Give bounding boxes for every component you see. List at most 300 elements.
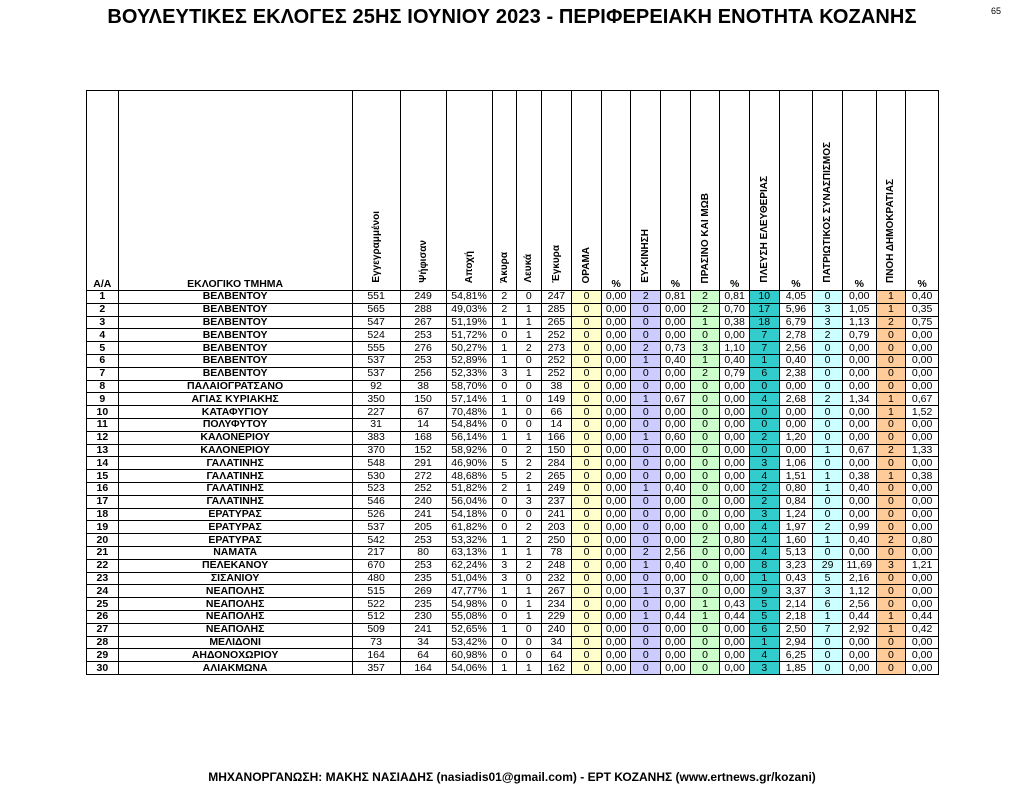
- row-eykinisi-votes: 0: [631, 495, 661, 508]
- row-pnoi-votes: 0: [876, 431, 906, 444]
- row-registered: 31: [352, 418, 400, 431]
- col-voted: [400, 91, 446, 291]
- row-prasino-pct: 0,00: [720, 585, 750, 598]
- row-pnoi-votes: 0: [876, 457, 906, 470]
- row-patriotikos-votes: 1: [813, 470, 843, 483]
- col-invalid: [492, 91, 517, 291]
- row-orama-votes: 0: [572, 431, 602, 444]
- table-row: [87, 649, 939, 662]
- row-pnoi-votes: 0: [876, 482, 906, 495]
- row-pnoi-pct: 0,00: [906, 662, 939, 675]
- row-orama-pct: 0,00: [601, 444, 631, 457]
- row-pleusi-votes: 6: [749, 623, 779, 636]
- row-section: ΠΑΛΑΙΟΓΡΑΤΣΑΝΟ: [118, 380, 352, 393]
- row-voted: 34: [400, 636, 446, 649]
- row-patriotikos-pct: 0,00: [842, 380, 876, 393]
- row-blank: 1: [517, 482, 542, 495]
- row-registered: 555: [352, 342, 400, 355]
- row-orama-votes: 0: [572, 610, 602, 623]
- row-eykinisi-pct: 0,00: [661, 623, 691, 636]
- row-aa: 20: [87, 534, 119, 547]
- row-pleusi-votes: 0: [749, 380, 779, 393]
- row-pnoi-pct: 0,00: [906, 649, 939, 662]
- row-valid: 267: [541, 585, 572, 598]
- row-section: ΝΕΑΠΟΛΗΣ: [118, 623, 352, 636]
- col-registered-label: Εγγεγραμμένοι: [370, 211, 382, 283]
- col-aa: Α/Α: [87, 91, 119, 291]
- row-section: ΕΡΑΤΥΡΑΣ: [118, 521, 352, 534]
- row-pleusi-votes: 4: [749, 649, 779, 662]
- row-abstention: 53,32%: [446, 534, 492, 547]
- row-registered: 530: [352, 470, 400, 483]
- row-prasino-votes: 0: [690, 418, 720, 431]
- row-pnoi-votes: 0: [876, 354, 906, 367]
- row-voted: 253: [400, 354, 446, 367]
- col-pct-patriotikos: %: [842, 91, 876, 291]
- row-eykinisi-pct: 0,60: [661, 431, 691, 444]
- row-pnoi-votes: 0: [876, 649, 906, 662]
- row-prasino-votes: 0: [690, 329, 720, 342]
- row-prasino-pct: 0,00: [720, 623, 750, 636]
- row-registered: 480: [352, 572, 400, 585]
- row-orama-pct: 0,00: [601, 559, 631, 572]
- row-eykinisi-pct: 0,00: [661, 316, 691, 329]
- row-voted: 240: [400, 495, 446, 508]
- row-voted: 249: [400, 291, 446, 304]
- row-aa: 17: [87, 495, 119, 508]
- row-section: ΝΕΑΠΟΛΗΣ: [118, 610, 352, 623]
- row-registered: 217: [352, 546, 400, 559]
- table-row: [87, 444, 939, 457]
- row-pnoi-pct: 0,00: [906, 431, 939, 444]
- row-voted: 164: [400, 662, 446, 675]
- row-blank: 1: [517, 585, 542, 598]
- row-blank: 0: [517, 636, 542, 649]
- row-eykinisi-pct: 0,00: [661, 495, 691, 508]
- row-patriotikos-votes: 0: [813, 406, 843, 419]
- row-pleusi-votes: 3: [749, 662, 779, 675]
- row-abstention: 61,82%: [446, 521, 492, 534]
- row-blank: 2: [517, 457, 542, 470]
- row-orama-votes: 0: [572, 572, 602, 585]
- row-registered: 350: [352, 393, 400, 406]
- row-orama-votes: 0: [572, 521, 602, 534]
- row-orama-votes: 0: [572, 662, 602, 675]
- row-pleusi-votes: 9: [749, 585, 779, 598]
- row-orama-pct: 0,00: [601, 329, 631, 342]
- row-pnoi-pct: 0,00: [906, 636, 939, 649]
- col-pct-pnoi: %: [906, 91, 939, 291]
- table-row: [87, 367, 939, 380]
- col-party-prasino: [690, 91, 720, 291]
- row-voted: 288: [400, 303, 446, 316]
- table-row: [87, 329, 939, 342]
- row-prasino-votes: 2: [690, 534, 720, 547]
- row-invalid: 0: [492, 636, 517, 649]
- row-pleusi-votes: 1: [749, 572, 779, 585]
- row-pleusi-pct: 0,00: [779, 444, 813, 457]
- row-registered: 383: [352, 431, 400, 444]
- row-eykinisi-votes: 0: [631, 623, 661, 636]
- row-eykinisi-votes: 0: [631, 457, 661, 470]
- row-eykinisi-votes: 1: [631, 559, 661, 572]
- row-abstention: 54,18%: [446, 508, 492, 521]
- row-patriotikos-pct: 2,16: [842, 572, 876, 585]
- row-abstention: 54,98%: [446, 598, 492, 611]
- row-prasino-pct: 0,00: [720, 572, 750, 585]
- row-pnoi-pct: 0,00: [906, 508, 939, 521]
- table-row: [87, 521, 939, 534]
- row-voted: 291: [400, 457, 446, 470]
- row-pleusi-pct: 0,80: [779, 482, 813, 495]
- row-orama-pct: 0,00: [601, 495, 631, 508]
- row-blank: 0: [517, 406, 542, 419]
- row-orama-votes: 0: [572, 585, 602, 598]
- row-eykinisi-pct: 0,44: [661, 610, 691, 623]
- row-valid: 252: [541, 367, 572, 380]
- row-orama-pct: 0,00: [601, 649, 631, 662]
- row-orama-pct: 0,00: [601, 508, 631, 521]
- row-abstention: 54,06%: [446, 662, 492, 675]
- row-patriotikos-votes: 0: [813, 380, 843, 393]
- row-invalid: 1: [492, 406, 517, 419]
- row-prasino-votes: 0: [690, 457, 720, 470]
- row-patriotikos-pct: 0,00: [842, 662, 876, 675]
- row-patriotikos-pct: 0,00: [842, 431, 876, 444]
- row-aa: 9: [87, 393, 119, 406]
- row-abstention: 52,65%: [446, 623, 492, 636]
- row-valid: 162: [541, 662, 572, 675]
- header-row: [87, 91, 939, 291]
- row-orama-pct: 0,00: [601, 418, 631, 431]
- row-pnoi-votes: 2: [876, 534, 906, 547]
- row-valid: 203: [541, 521, 572, 534]
- row-eykinisi-pct: 0,00: [661, 508, 691, 521]
- row-pnoi-votes: 0: [876, 367, 906, 380]
- row-patriotikos-votes: 0: [813, 342, 843, 355]
- row-patriotikos-votes: 0: [813, 649, 843, 662]
- row-valid: 150: [541, 444, 572, 457]
- row-blank: 2: [517, 342, 542, 355]
- row-pnoi-pct: 0,67: [906, 393, 939, 406]
- row-invalid: 1: [492, 342, 517, 355]
- row-invalid: 0: [492, 444, 517, 457]
- row-registered: 537: [352, 521, 400, 534]
- row-abstention: 51,04%: [446, 572, 492, 585]
- row-orama-pct: 0,00: [601, 470, 631, 483]
- row-prasino-pct: 0,00: [720, 508, 750, 521]
- row-eykinisi-votes: 0: [631, 444, 661, 457]
- row-patriotikos-pct: 0,00: [842, 291, 876, 304]
- row-eykinisi-pct: 0,00: [661, 444, 691, 457]
- row-voted: 150: [400, 393, 446, 406]
- row-registered: 164: [352, 649, 400, 662]
- row-valid: 66: [541, 406, 572, 419]
- table-row: [87, 316, 939, 329]
- row-prasino-pct: 0,00: [720, 546, 750, 559]
- row-pleusi-pct: 1,51: [779, 470, 813, 483]
- row-section: ΓΑΛΑΤΙΝΗΣ: [118, 482, 352, 495]
- row-invalid: 5: [492, 457, 517, 470]
- row-abstention: 57,14%: [446, 393, 492, 406]
- row-eykinisi-votes: 2: [631, 342, 661, 355]
- row-aa: 30: [87, 662, 119, 675]
- row-section: ΓΑΛΑΤΙΝΗΣ: [118, 457, 352, 470]
- row-prasino-pct: 0,00: [720, 482, 750, 495]
- row-pleusi-pct: 0,43: [779, 572, 813, 585]
- table-row: [87, 585, 939, 598]
- row-pleusi-pct: 0,00: [779, 380, 813, 393]
- table-row: [87, 342, 939, 355]
- row-valid: 149: [541, 393, 572, 406]
- row-aa: 15: [87, 470, 119, 483]
- row-patriotikos-pct: 1,12: [842, 585, 876, 598]
- row-abstention: 56,04%: [446, 495, 492, 508]
- row-aa: 28: [87, 636, 119, 649]
- table-row: [87, 482, 939, 495]
- row-prasino-votes: 0: [690, 521, 720, 534]
- table-row: [87, 457, 939, 470]
- row-abstention: 51,72%: [446, 329, 492, 342]
- row-registered: 357: [352, 662, 400, 675]
- row-pnoi-votes: 1: [876, 393, 906, 406]
- row-eykinisi-votes: 0: [631, 598, 661, 611]
- row-pleusi-votes: 17: [749, 303, 779, 316]
- row-registered: 537: [352, 354, 400, 367]
- row-pleusi-pct: 0,84: [779, 495, 813, 508]
- table-row: [87, 662, 939, 675]
- row-voted: 205: [400, 521, 446, 534]
- row-orama-votes: 0: [572, 329, 602, 342]
- row-pleusi-pct: 1,24: [779, 508, 813, 521]
- row-blank: 1: [517, 329, 542, 342]
- row-aa: 18: [87, 508, 119, 521]
- row-registered: 515: [352, 585, 400, 598]
- row-prasino-votes: 0: [690, 662, 720, 675]
- row-registered: 524: [352, 329, 400, 342]
- row-aa: 3: [87, 316, 119, 329]
- row-patriotikos-pct: 0,00: [842, 342, 876, 355]
- row-pleusi-pct: 2,50: [779, 623, 813, 636]
- row-pnoi-pct: 0,00: [906, 418, 939, 431]
- row-pnoi-votes: 2: [876, 444, 906, 457]
- row-pleusi-pct: 2,14: [779, 598, 813, 611]
- row-invalid: 1: [492, 585, 517, 598]
- row-invalid: 1: [492, 431, 517, 444]
- row-orama-pct: 0,00: [601, 316, 631, 329]
- row-orama-votes: 0: [572, 380, 602, 393]
- row-eykinisi-pct: 0,00: [661, 662, 691, 675]
- row-prasino-pct: 0,00: [720, 406, 750, 419]
- party-name-prasino: ΠΡΑΣΙΝΟ ΚΑΙ ΜΩΒ: [699, 192, 711, 283]
- row-invalid: 0: [492, 418, 517, 431]
- row-pnoi-pct: 0,00: [906, 457, 939, 470]
- row-voted: 235: [400, 572, 446, 585]
- row-patriotikos-votes: 2: [813, 393, 843, 406]
- row-registered: 551: [352, 291, 400, 304]
- row-patriotikos-votes: 0: [813, 662, 843, 675]
- row-invalid: 0: [492, 329, 517, 342]
- row-patriotikos-votes: 0: [813, 367, 843, 380]
- row-eykinisi-pct: 0,00: [661, 534, 691, 547]
- row-aa: 1: [87, 291, 119, 304]
- row-pnoi-votes: 1: [876, 610, 906, 623]
- row-section: ΕΡΑΤΥΡΑΣ: [118, 534, 352, 547]
- row-eykinisi-votes: 1: [631, 393, 661, 406]
- row-orama-votes: 0: [572, 406, 602, 419]
- row-blank: 1: [517, 662, 542, 675]
- table-row: [87, 508, 939, 521]
- row-patriotikos-votes: 0: [813, 546, 843, 559]
- row-patriotikos-pct: 0,00: [842, 418, 876, 431]
- row-prasino-votes: 0: [690, 444, 720, 457]
- row-pleusi-pct: 1,85: [779, 662, 813, 675]
- row-section: ΒΕΛΒΕΝΤΟΥ: [118, 342, 352, 355]
- row-invalid: 0: [492, 598, 517, 611]
- row-pnoi-votes: 0: [876, 342, 906, 355]
- row-orama-pct: 0,00: [601, 342, 631, 355]
- row-blank: 2: [517, 559, 542, 572]
- row-prasino-votes: 0: [690, 572, 720, 585]
- row-section: ΚΑΛΟΝΕΡΙΟΥ: [118, 444, 352, 457]
- row-prasino-pct: 0,00: [720, 636, 750, 649]
- row-pleusi-pct: 0,00: [779, 418, 813, 431]
- row-blank: 0: [517, 508, 542, 521]
- row-aa: 29: [87, 649, 119, 662]
- row-patriotikos-votes: 2: [813, 329, 843, 342]
- row-pnoi-votes: 0: [876, 598, 906, 611]
- row-abstention: 51,82%: [446, 482, 492, 495]
- col-party-pleusi: [749, 91, 779, 291]
- row-patriotikos-votes: 6: [813, 598, 843, 611]
- row-prasino-votes: 0: [690, 482, 720, 495]
- row-prasino-pct: 0,00: [720, 393, 750, 406]
- row-registered: 523: [352, 482, 400, 495]
- col-blank: [517, 91, 542, 291]
- row-eykinisi-pct: 0,00: [661, 521, 691, 534]
- row-section: ΚΑΤΑΦΥΓΙΟΥ: [118, 406, 352, 419]
- row-eykinisi-votes: 0: [631, 649, 661, 662]
- row-blank: 2: [517, 470, 542, 483]
- row-prasino-pct: 0,00: [720, 329, 750, 342]
- row-pleusi-pct: 0,40: [779, 354, 813, 367]
- row-abstention: 54,81%: [446, 291, 492, 304]
- row-valid: 237: [541, 495, 572, 508]
- row-invalid: 1: [492, 546, 517, 559]
- row-eykinisi-pct: 0,00: [661, 367, 691, 380]
- row-pleusi-votes: 6: [749, 367, 779, 380]
- col-party-pnoi: [876, 91, 906, 291]
- row-eykinisi-votes: 2: [631, 546, 661, 559]
- row-blank: 2: [517, 521, 542, 534]
- row-section: ΜΕΛΙΔΟΝΙ: [118, 636, 352, 649]
- row-patriotikos-votes: 29: [813, 559, 843, 572]
- row-abstention: 49,03%: [446, 303, 492, 316]
- row-abstention: 60,98%: [446, 649, 492, 662]
- row-pleusi-votes: 0: [749, 444, 779, 457]
- row-orama-votes: 0: [572, 303, 602, 316]
- row-pnoi-votes: 0: [876, 380, 906, 393]
- row-pleusi-votes: 7: [749, 342, 779, 355]
- col-pct-prasino: %: [720, 91, 750, 291]
- row-blank: 3: [517, 495, 542, 508]
- row-orama-pct: 0,00: [601, 380, 631, 393]
- row-abstention: 53,42%: [446, 636, 492, 649]
- row-prasino-pct: 0,00: [720, 380, 750, 393]
- row-patriotikos-votes: 0: [813, 495, 843, 508]
- row-patriotikos-pct: 0,00: [842, 546, 876, 559]
- row-pleusi-votes: 1: [749, 354, 779, 367]
- row-valid: 38: [541, 380, 572, 393]
- row-pnoi-pct: 0,00: [906, 482, 939, 495]
- row-aa: 2: [87, 303, 119, 316]
- col-party-patriotikos: [813, 91, 843, 291]
- row-abstention: 46,90%: [446, 457, 492, 470]
- row-pnoi-pct: 0,35: [906, 303, 939, 316]
- row-patriotikos-votes: 0: [813, 431, 843, 444]
- row-voted: 80: [400, 546, 446, 559]
- row-blank: 2: [517, 534, 542, 547]
- row-patriotikos-pct: 0,00: [842, 367, 876, 380]
- party-name-pnoi: ΠΝΟΗ ΔΗΜΟΚΡΑΤΙΑΣ: [885, 178, 897, 283]
- row-prasino-pct: 0,38: [720, 316, 750, 329]
- row-patriotikos-pct: 0,00: [842, 649, 876, 662]
- row-pleusi-pct: 1,20: [779, 431, 813, 444]
- row-voted: 269: [400, 585, 446, 598]
- row-pleusi-votes: 5: [749, 598, 779, 611]
- row-registered: 370: [352, 444, 400, 457]
- table-row: [87, 610, 939, 623]
- row-blank: 0: [517, 623, 542, 636]
- row-prasino-pct: 0,00: [720, 559, 750, 572]
- row-pnoi-votes: 0: [876, 508, 906, 521]
- row-pnoi-pct: 0,00: [906, 572, 939, 585]
- row-blank: 0: [517, 380, 542, 393]
- row-pnoi-pct: 0,40: [906, 291, 939, 304]
- row-pnoi-pct: 0,00: [906, 598, 939, 611]
- row-orama-votes: 0: [572, 457, 602, 470]
- row-eykinisi-pct: 0,40: [661, 559, 691, 572]
- row-pnoi-votes: 0: [876, 329, 906, 342]
- row-orama-pct: 0,00: [601, 623, 631, 636]
- party-name-patriotikos: ΠΑΤΡΙΩΤΙΚΟΣ ΣΥΝΑΣΠΙΣΜΟΣ: [822, 142, 834, 283]
- row-registered: 509: [352, 623, 400, 636]
- row-prasino-votes: 2: [690, 303, 720, 316]
- row-valid: 273: [541, 342, 572, 355]
- row-blank: 1: [517, 303, 542, 316]
- row-prasino-votes: 1: [690, 354, 720, 367]
- col-pct-orama: %: [601, 91, 631, 291]
- row-valid: 166: [541, 431, 572, 444]
- row-pnoi-votes: 0: [876, 546, 906, 559]
- row-orama-pct: 0,00: [601, 457, 631, 470]
- row-patriotikos-votes: 5: [813, 572, 843, 585]
- table-row: [87, 636, 939, 649]
- row-patriotikos-votes: 0: [813, 354, 843, 367]
- row-aa: 10: [87, 406, 119, 419]
- row-pnoi-pct: 0,44: [906, 610, 939, 623]
- row-pleusi-pct: 1,97: [779, 521, 813, 534]
- table-row: [87, 572, 939, 585]
- row-orama-pct: 0,00: [601, 585, 631, 598]
- row-patriotikos-pct: 0,00: [842, 406, 876, 419]
- row-eykinisi-pct: 0,40: [661, 482, 691, 495]
- row-invalid: 2: [492, 291, 517, 304]
- row-abstention: 50,27%: [446, 342, 492, 355]
- row-section: ΚΑΛΟΝΕΡΙΟΥ: [118, 431, 352, 444]
- row-pleusi-pct: 2,68: [779, 393, 813, 406]
- row-valid: 252: [541, 354, 572, 367]
